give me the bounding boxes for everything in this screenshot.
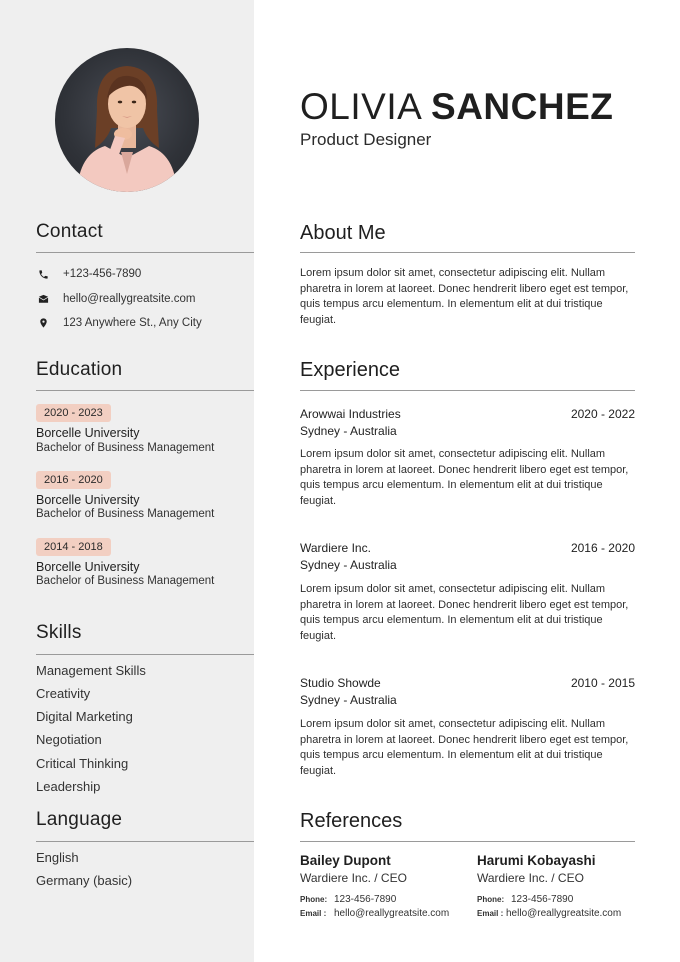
email-text: hello@reallygreatsite.com [63, 293, 196, 305]
education-heading: Education [36, 359, 123, 380]
reference-email-value: hello@reallygreatsite.com [506, 908, 622, 919]
experience-description: Lorem ipsum dolor sit amet, consectetur adipiscing elit. Nullam pharetra in lorem at laoreet. Donec hendrerit libero eget est tempor, quis tempus arcu elementum. In elementum elit at dui tristique feugiat. [300, 718, 629, 777]
education-school: Borcelle University [36, 560, 140, 574]
about-text: Lorem ipsum dolor sit amet, consectetur adipiscing elit. Nullam pharetra in lorem at laoreet. Donec hendrerit libero eget est tempor, quis tempus arcu elementum. In elementum elit at dui tristique feugiat. [300, 267, 629, 326]
last-name: SANCHEZ [431, 86, 614, 127]
references-divider [300, 841, 635, 842]
reference-name: Harumi Kobayashi [477, 853, 596, 868]
reference-role: Wardiere Inc. / CEO [300, 871, 407, 885]
skills-divider [36, 654, 254, 655]
education-years-badge: 2020 - 2023 [36, 404, 111, 422]
education-degree: Bachelor of Business Management [36, 442, 215, 454]
email-icon [36, 292, 50, 306]
reference-phone-value: 123-456-7890 [334, 894, 397, 905]
contact-heading: Contact [36, 221, 103, 242]
education-school: Borcelle University [36, 493, 140, 507]
education-years-badge: 2014 - 2018 [36, 538, 111, 556]
profile-photo [55, 48, 199, 192]
experience-description: Lorem ipsum dolor sit amet, consectetur adipiscing elit. Nullam pharetra in lorem at laoreet. Donec hendrerit libero eget est tempor, quis tempus arcu elementum. In elementum elit at dui tristique feugiat. [300, 448, 629, 507]
experience-location: Sydney - Australia [300, 558, 397, 572]
sidebar [0, 0, 254, 962]
experience-dates: 2010 - 2015 [570, 676, 635, 690]
email-label: Email : [477, 909, 504, 918]
reference-email [477, 908, 621, 919]
education-school: Borcelle University [36, 426, 140, 440]
about-divider [300, 252, 635, 253]
skill-item: Digital Marketing [36, 709, 133, 724]
language-item: English [36, 850, 79, 865]
reference-phone [300, 894, 396, 905]
education-divider [36, 390, 254, 391]
experience-heading: Experience [300, 359, 401, 381]
first-name: OLIVIA [300, 86, 421, 127]
experience-company: Studio Showde [300, 676, 381, 690]
phone-label: Phone: [477, 895, 505, 904]
experience-dates: 2020 - 2022 [570, 407, 635, 421]
reference-phone-value: 123-456-7890 [511, 894, 574, 905]
address-text: 123 Anywhere St., Any City [63, 317, 202, 329]
skill-item: Negotiation [36, 732, 102, 747]
contact-divider [36, 252, 254, 253]
email-label: Email : [300, 909, 327, 918]
reference-name: Bailey Dupont [300, 853, 391, 868]
about-heading: About Me [300, 222, 386, 244]
language-item: Germany (basic) [36, 873, 133, 888]
reference-email-value: hello@reallygreatsite.com [334, 908, 450, 919]
skills-heading: Skills [36, 622, 82, 643]
education-years-badge: 2016 - 2020 [36, 471, 111, 489]
experience-company: Arowwai Industries [300, 407, 401, 421]
education-degree: Bachelor of Business Management [36, 508, 215, 520]
language-divider [36, 841, 254, 842]
phone-icon [36, 267, 50, 281]
skill-item: Leadership [36, 779, 101, 794]
experience-description: Lorem ipsum dolor sit amet, consectetur adipiscing elit. Nullam pharetra in lorem at laoreet. Donec hendrerit libero eget est tempor, quis tempus arcu elementum. In elementum elit at dui tristique feugiat. [300, 583, 629, 642]
reference-phone [477, 894, 573, 905]
contact-address [36, 314, 202, 332]
contact-phone [36, 265, 141, 283]
experience-location: Sydney - Australia [300, 693, 397, 707]
experience-dates: 2016 - 2020 [570, 541, 635, 555]
skill-item: Critical Thinking [36, 756, 129, 771]
skill-item: Management Skills [36, 663, 146, 678]
reference-role: Wardiere Inc. / CEO [477, 871, 584, 885]
skill-item: Creativity [36, 686, 91, 701]
education-degree: Bachelor of Business Management [36, 575, 215, 587]
reference-email [300, 908, 449, 919]
experience-divider [300, 390, 635, 391]
contact-email [36, 290, 195, 308]
language-heading: Language [36, 809, 123, 830]
job-title: Product Designer [300, 130, 432, 149]
phone-text: +123-456-7890 [63, 268, 142, 280]
phone-label: Phone: [300, 895, 328, 904]
location-pin-icon [36, 316, 50, 330]
profile-name [300, 86, 613, 128]
experience-company: Wardiere Inc. [300, 541, 371, 555]
references-heading: References [300, 810, 403, 832]
experience-location: Sydney - Australia [300, 424, 397, 438]
